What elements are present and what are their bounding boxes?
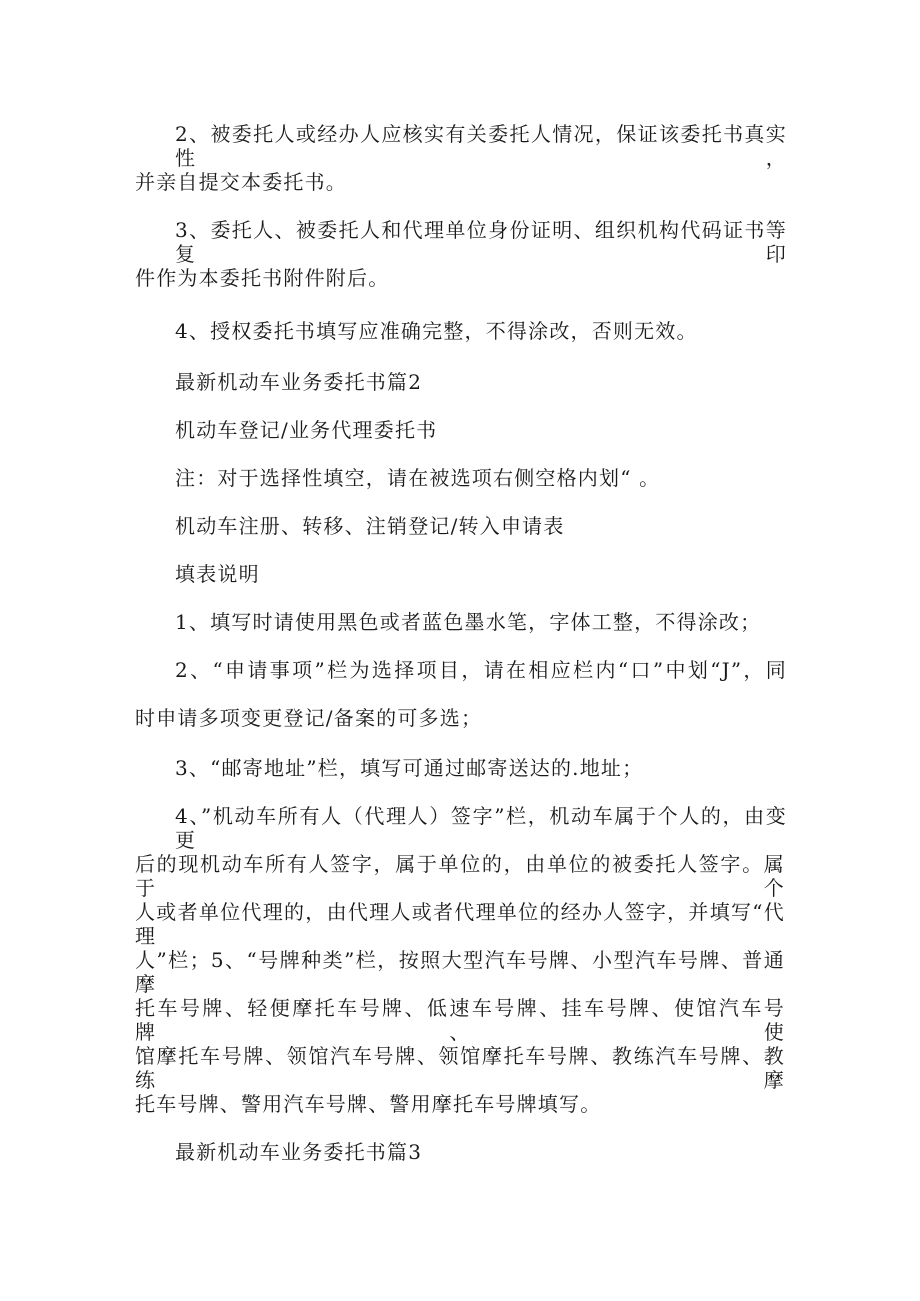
paragraph-line: 3、“邮寄地址”栏，填写可通过邮寄送达的.地址； [175, 756, 644, 780]
document-subtitle: 机动车登记/业务代理委托书 [175, 418, 438, 442]
paragraph-line: 时申请多项变更登记/备案的可多选； [135, 706, 483, 730]
paragraph-line: 人或者单位代理的，由代理人或者代理单位的经办人签字，并填写“代理 [135, 900, 785, 948]
section-heading: 最新机动车业务委托书篇3 [175, 1140, 423, 1164]
paragraph-line: 并亲自提交本委托书。 [135, 170, 347, 194]
instructions-heading: 填表说明 [175, 562, 260, 586]
paragraph-line: 人”栏；5、“号牌种类”栏，按照大型汽车号牌、小型汽车号牌、普通摩 [135, 948, 785, 996]
paragraph-line: 后的现机动车所有人签字，属于单位的，由单位的被委托人签字。属于个 [135, 852, 785, 900]
paragraph-line: 托车号牌、轻便摩托车号牌、低速车号牌、挂车号牌、使馆汽车号牌、使 [135, 996, 785, 1044]
form-title: 机动车注册、转移、注销登记/转入申请表 [175, 514, 565, 538]
paragraph-line: 2、被委托人或经办人应核实有关委托人情况，保证该委托书真实性， [175, 122, 787, 170]
paragraph-line: 托车号牌、警用汽车号牌、警用摩托车号牌填写。 [135, 1092, 602, 1116]
paragraph-line: 件作为本委托书附件附后。 [135, 266, 390, 290]
paragraph-line: 3、委托人、被委托人和代理单位身份证明、组织机构代码证书等复印 [175, 218, 787, 266]
paragraph-line: 2、“申请事项”栏为选择项目，请在相应栏内“口”中划“J”，同 [175, 658, 787, 682]
paragraph-line: 馆摩托车号牌、领馆汽车号牌、领馆摩托车号牌、教练汽车号牌、教练摩 [135, 1044, 785, 1092]
note-line: 注：对于选择性填空，请在被选项右侧空格内划“ 。 [175, 466, 661, 490]
section-heading: 最新机动车业务委托书篇2 [175, 370, 423, 394]
paragraph-line: 4、”机动车所有人（代理人）签字”栏，机动车属于个人的，由变更 [175, 804, 787, 852]
paragraph-line: 4、授权委托书填写应准确完整，不得涂改，否则无效。 [175, 319, 698, 343]
paragraph-line: 1、填写时请使用黑色或者蓝色墨水笔，字体工整，不得涂改； [175, 610, 762, 634]
